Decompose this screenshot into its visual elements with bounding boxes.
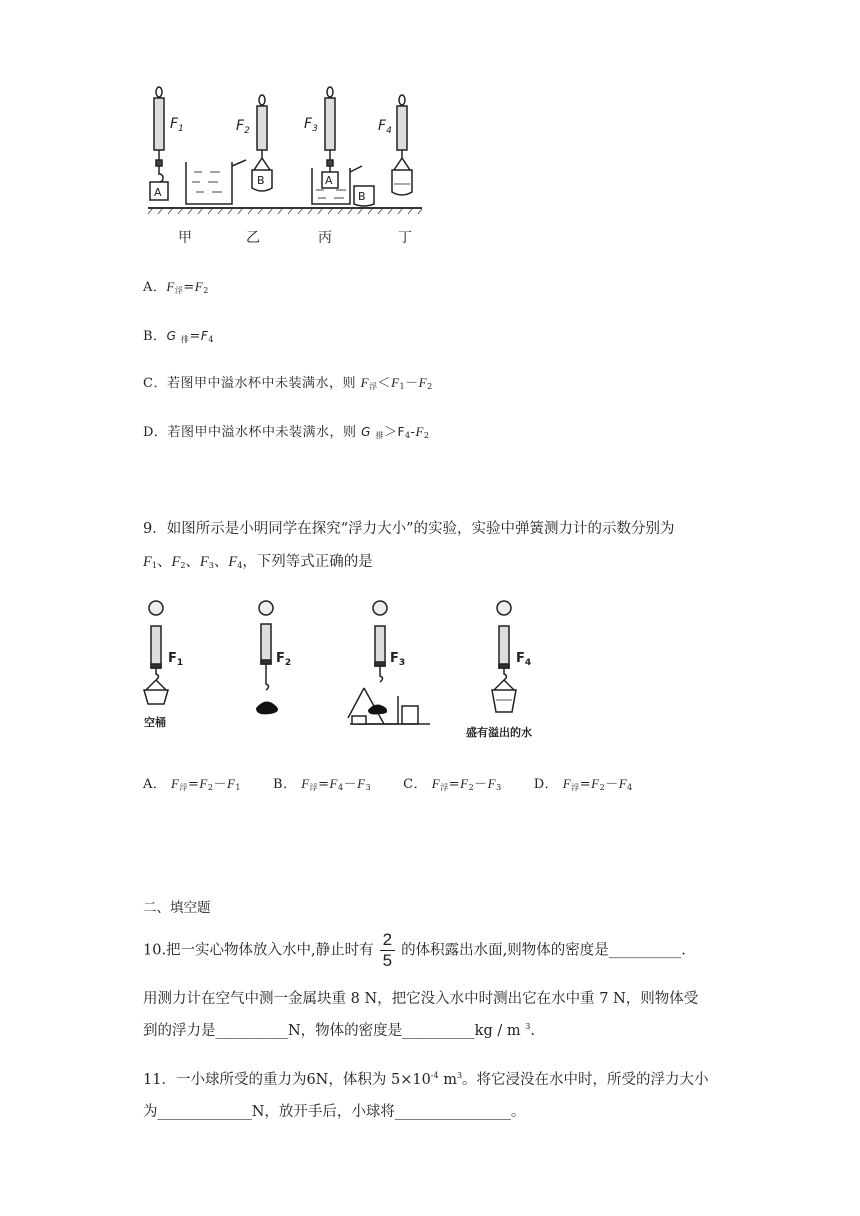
scale-f1	[144, 601, 168, 704]
station-bing: 丙	[318, 230, 332, 246]
scale-f2	[259, 601, 273, 690]
scale-label-f4: $F_4$	[516, 651, 532, 668]
q10-line3: 到的浮力是__________N，物体的密度是__________kg / m $^3$.	[143, 1022, 535, 1039]
figure-spring-scale-experiment-1	[140, 80, 430, 250]
q10-line2: 用测力计在空气中测一金属块重 8 N，把它没入水中时测出它在水中重 7 N，则物体受	[143, 991, 699, 1007]
object-label-a1: A	[154, 186, 162, 199]
caption-empty-bucket: 空桶	[144, 716, 166, 729]
label-f2: $F_2$	[236, 118, 250, 136]
label-f4: $F_4$	[378, 118, 392, 136]
figure-spring-scale-experiment-2	[140, 596, 580, 746]
fraction-two-fifths: $\frac{2}{5}$	[380, 930, 395, 971]
object-label-b1: B	[257, 174, 265, 187]
q11-line1: 11．一小球所受的重力为6N，体积为 $5\times 10^{-4}$ $m^3$。将它浸没在水中时，所受的浮力大小	[143, 1071, 709, 1088]
station-ding: 丁	[398, 230, 412, 246]
station-yi: 乙	[246, 230, 260, 246]
stone-object	[256, 701, 278, 714]
q8-option-b: B．G $_排=F_4$	[143, 329, 214, 344]
object-label-b2: B	[358, 190, 366, 203]
section-title-fill-in: 二、填空题	[143, 900, 211, 916]
q11-line2: 为_____________N，放开手后，小球将________________。	[143, 1104, 526, 1120]
object-label-a2: A	[325, 174, 333, 187]
scale-label-f2: $F_2$	[276, 651, 292, 668]
q9-option-c: C． $F_浮=F_2-F_3$	[403, 776, 502, 792]
q9-option-b: B． $F_浮=F_4-F_3$	[273, 776, 372, 792]
q9-options	[143, 773, 633, 793]
q10-line1: 10.把一实心物体放入水中,静止时有 $\frac{2}{5}$ 的体积露出水面,则物体的密度是__________.	[143, 930, 686, 970]
q9-stem-line1: 9．如图所示是小明同学在探究“浮力大小”的实验，实验中弹簧测力计的示数分别为	[143, 521, 675, 537]
q8-option-d: D．若图甲中溢水杯中未装满水，则 G $_排>F_4-F_2$	[143, 424, 430, 440]
scale-f4	[492, 601, 516, 712]
caption-bucket-water: 盛有溢出的水	[466, 726, 532, 739]
label-f3: $F_3$	[304, 116, 318, 134]
spring-scale-4	[392, 95, 412, 195]
scale-f3	[348, 601, 430, 724]
q9-stem-line2: $F_1$、$F_2$、$F_3$、$F_4$，下列等式正确的是	[143, 554, 373, 570]
scale-label-f1: $F_1$	[168, 651, 184, 668]
q9-option-a: A． $F_浮=F_2-F_1$	[143, 776, 241, 792]
q8-option-c: C．若图甲中溢水杯中未装满水，则 $F_浮<F_1-F_2$	[143, 375, 433, 391]
station-jia: 甲	[178, 230, 192, 246]
label-f1: $F_1$	[170, 116, 184, 134]
q8-option-a: A．$F_浮=F_2$	[143, 279, 209, 295]
scale-label-f3: $F_3$	[390, 651, 406, 668]
spring-scale-1	[150, 87, 168, 200]
q9-option-d: D． $F_浮=F_2-F_4$	[533, 776, 633, 792]
